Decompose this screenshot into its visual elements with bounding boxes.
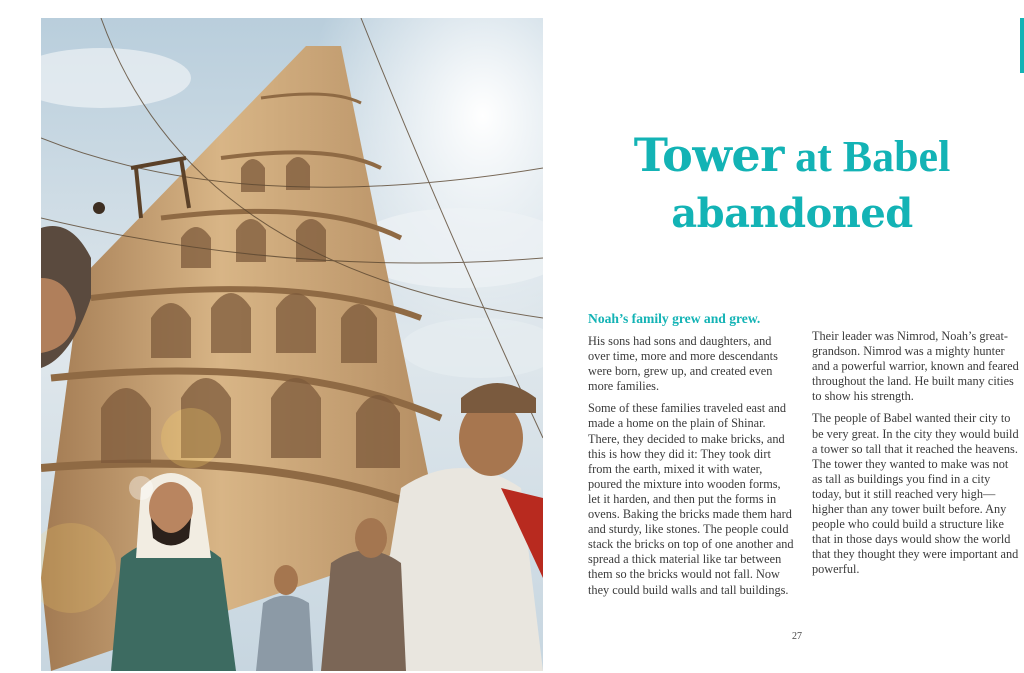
title-line-1	[560, 123, 1024, 187]
accent-bar-right	[1020, 18, 1024, 73]
page-number: 27	[792, 631, 802, 642]
section-heading: Noah’s family grew and grew.	[588, 311, 761, 326]
text-column-left	[588, 310, 794, 605]
paragraph-right-1: Their leader was Nimrod, Noah’s great-grandson. Nimrod was a mighty hunter and a powerful warrior, known and feared throughout the land. He built many cities to show his strength.	[812, 329, 1019, 404]
title-words-at-babel: at Babel	[795, 132, 951, 181]
title-line-2	[560, 186, 1024, 242]
tower-illustration	[41, 18, 543, 671]
paragraph-left-2: Some of these families traveled east and made a home on the plain of Shinar. There, they decided to make bricks, and this is how they did it: They took dirt from the earth, mixed it with water, poured the mixture into wooden forms, let it harden, and then put the forms in ovens. Baking the bricks made them hard and sturdy, like stones. The people could stack the bricks on top of one another and spread a thick material like tar between them so the bricks would not fall. Now they could build walls and tall buildings.	[588, 401, 794, 597]
title-word-abandoned: abandoned	[671, 190, 913, 237]
tower-of-babel-icon	[41, 18, 543, 671]
title-word-tower: Tower	[633, 128, 784, 182]
paragraph-right-2: The people of Babel wanted their city to be very great. In the city they would build a tower so tall that it reached the heavens. The tower they wanted to make was not as tall as buildings you find in a city today, but it still reached very high—higher than any tower built before. Any people who could build a structure like that in those days would show the world that they thought they were important and powerful.	[812, 411, 1019, 577]
paragraph-left-1: His sons had sons and daughters, and over time, more and more descendants were born, grew up, and created even more families.	[588, 334, 778, 394]
text-column-right	[812, 329, 1020, 585]
